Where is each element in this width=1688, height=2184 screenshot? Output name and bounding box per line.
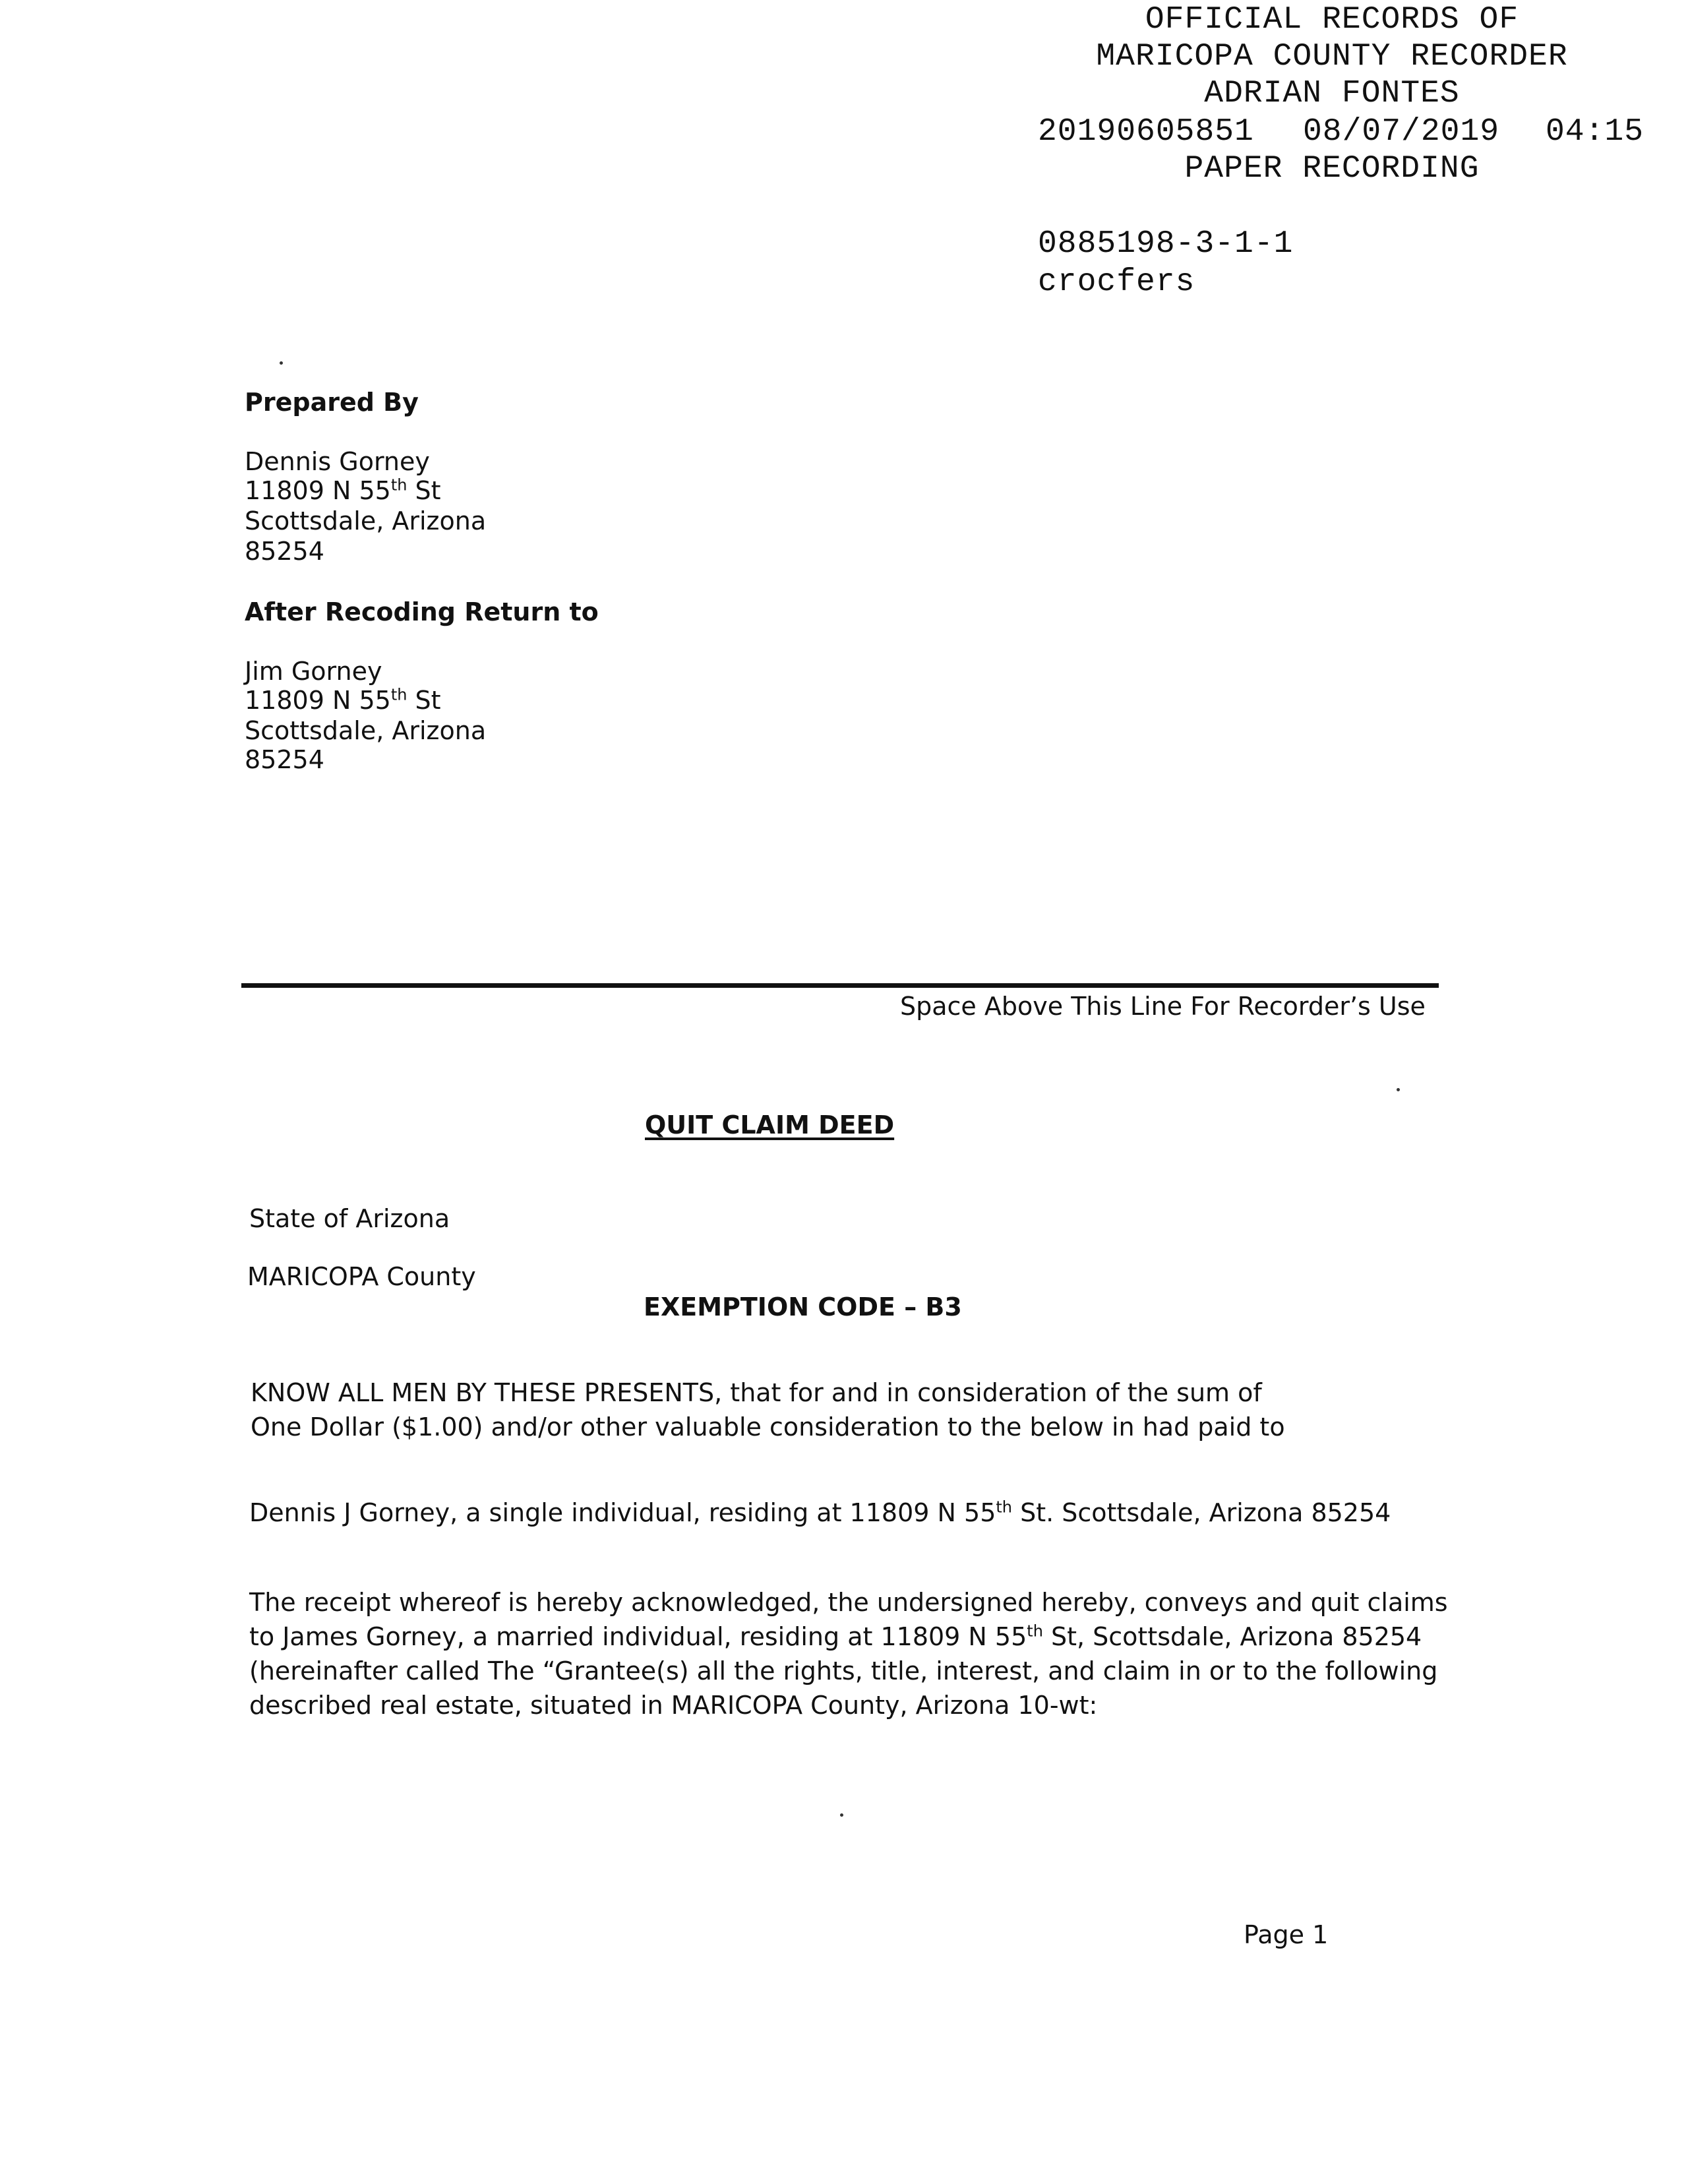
return-to-heading: After Recoding Return to	[245, 597, 599, 626]
grantor-text-start: Dennis J Gorney, a single individual, residing at 11809 N 55	[249, 1498, 996, 1527]
stamp-line-official-records: OFFICIAL RECORDS OF	[1145, 2, 1519, 38]
receipt-line-3: (hereinafter called The “Grantee(s) all the rights, title, interest, and claim in or to the following	[249, 1656, 1438, 1685]
deed-title: QUIT CLAIM DEED	[645, 1110, 895, 1139]
return-to-street	[245, 686, 441, 715]
return-to-street-suffix: th	[390, 685, 407, 704]
prepared-by-zip: 85254	[245, 537, 324, 566]
stamp-time: 04:15	[1546, 114, 1644, 150]
grantor-street-suffix: th	[996, 1498, 1012, 1517]
grantor-line	[249, 1498, 1391, 1527]
return-to-street-type: St	[407, 686, 441, 715]
recorder-use-divider	[241, 983, 1439, 988]
prepared-by-street-suffix: th	[390, 475, 407, 495]
receipt-line-2-end: St, Scottsdale, Arizona 85254	[1042, 1622, 1422, 1651]
stamp-doc-id: 0885198-3-1-1	[1038, 226, 1294, 262]
prepared-by-heading: Prepared By	[245, 388, 419, 417]
receipt-street-suffix: th	[1027, 1622, 1043, 1641]
receipt-line-1: The receipt whereof is hereby acknowledged, the undersigned hereby, conveys and quit claims	[249, 1588, 1448, 1617]
stamp-date: 08/07/2019	[1303, 114, 1500, 150]
receipt-line-2	[249, 1622, 1422, 1651]
prepared-by-street-number: 11809 N 55	[245, 476, 391, 505]
stamp-line-recorder-name: ADRIAN FONTES	[1204, 76, 1460, 111]
consideration-line-1: KNOW ALL MEN BY THESE PRESENTS, that for and in consideration of the sum of	[251, 1378, 1262, 1407]
prepared-by-street-type: St	[407, 476, 441, 505]
stamp-fee-number: 20190605851	[1038, 114, 1254, 150]
scan-speck	[280, 361, 283, 365]
stamp-line-paper-recording: PAPER RECORDING	[1184, 151, 1480, 187]
receipt-line-4: described real estate, situated in MARICOPA County, Arizona 10-wt:	[249, 1691, 1098, 1720]
stamp-line-county-recorder: MARICOPA COUNTY RECORDER	[1096, 39, 1568, 75]
stamp-code: crocfers	[1038, 264, 1195, 300]
scan-speck	[1397, 1088, 1400, 1091]
state-label: State of Arizona	[249, 1204, 450, 1233]
recorder-use-label: Space Above This Line For Recorder’s Use	[900, 992, 1426, 1021]
return-to-city: Scottsdale, Arizona	[245, 716, 487, 745]
scan-speck	[840, 1813, 843, 1817]
consideration-line-2: One Dollar ($1.00) and/or other valuable consideration to the below in had paid to	[251, 1412, 1285, 1441]
county-label: MARICOPA County	[247, 1262, 476, 1291]
grantor-text-end: St. Scottsdale, Arizona 85254	[1012, 1498, 1391, 1527]
prepared-by-street	[245, 476, 441, 505]
return-to-street-number: 11809 N 55	[245, 686, 391, 715]
prepared-by-city: Scottsdale, Arizona	[245, 506, 487, 535]
return-to-zip: 85254	[245, 745, 324, 774]
return-to-name: Jim Gorney	[245, 657, 382, 686]
exemption-code: EXEMPTION CODE – B3	[644, 1292, 962, 1321]
prepared-by-name: Dennis Gorney	[245, 447, 430, 476]
receipt-line-2-start: to James Gorney, a married individual, residing at 11809 N 55	[249, 1622, 1027, 1651]
page-number: Page 1	[1244, 1920, 1329, 1949]
